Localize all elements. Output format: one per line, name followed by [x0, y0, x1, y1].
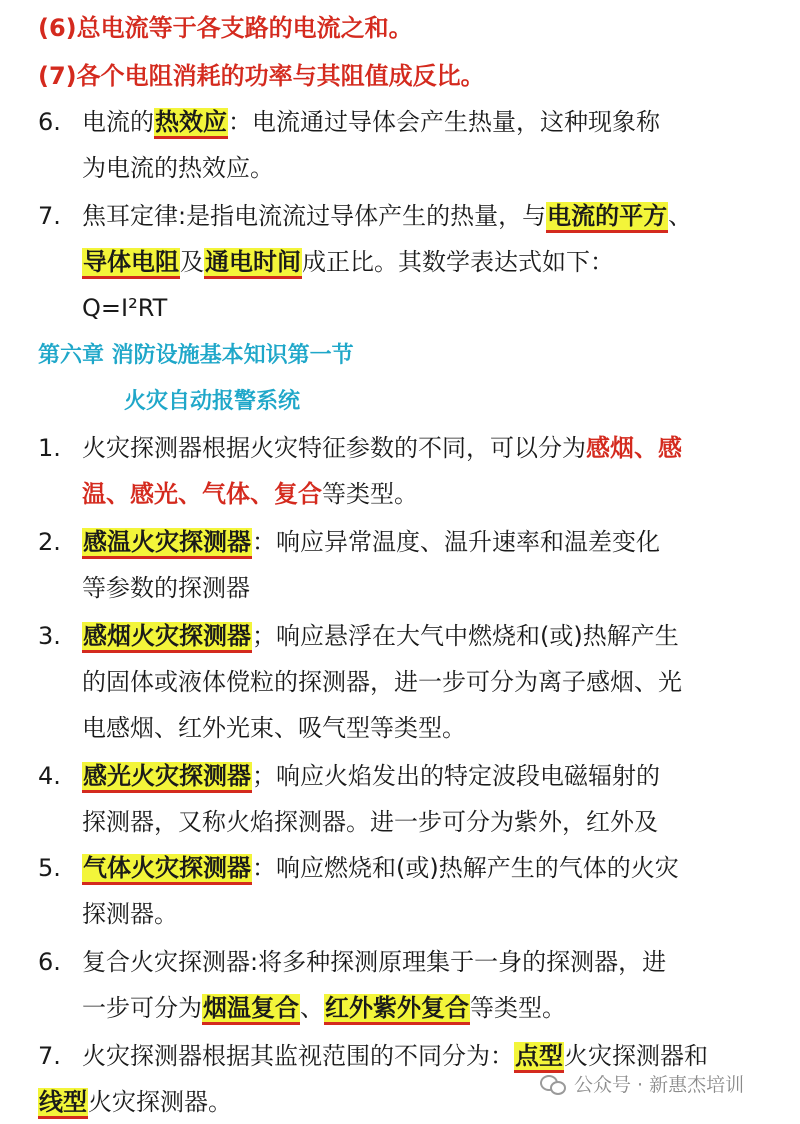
text: ：响应异常温度、温升速率和温差变化: [252, 528, 660, 556]
item-number: 6.: [38, 948, 61, 976]
item-text: [82, 990, 566, 1026]
red-text: 温、感光、气体、复合: [82, 480, 322, 508]
item-text: 探测器。: [82, 900, 178, 928]
text: ：电流通过导体会产生热量，这种现象称: [228, 108, 660, 136]
item-text: [82, 618, 679, 654]
text: 火灾探测器根据火灾特征参数的不同，可以分为: [82, 434, 586, 462]
text: 焦耳定律:是指电流流过导体产生的热量，与: [82, 202, 547, 230]
text: 成正比。其数学表达式如下：: [302, 248, 614, 276]
item-number: 2.: [38, 528, 61, 556]
highlight: 感温火灾探测器: [82, 528, 252, 559]
item-number: 4.: [38, 762, 61, 790]
item-text: 电感烟、红外光束、吸气型等类型。: [82, 714, 466, 742]
watermark-text: 公众号 · 新惠杰培训: [574, 1074, 745, 1096]
text: 、: [668, 202, 693, 230]
chapter-title: 第六章 消防设施基本知识第一节: [38, 343, 354, 368]
highlight: 烟温复合: [202, 994, 300, 1025]
text: ：响应燃烧和(或)热解产生的气体的火灾: [252, 854, 679, 882]
highlight: 电流的平方: [546, 202, 668, 233]
watermark: [540, 1070, 744, 1097]
chapter-subtitle: 火灾自动报警系统: [124, 389, 301, 414]
highlight: 线型: [38, 1088, 88, 1119]
highlight: 气体火灾探测器: [82, 854, 252, 885]
rule-7: (7)各个电阻消耗的功率与其阻值成反比。: [38, 62, 485, 90]
item-text: 的固体或液体傥粒的探测器，进一步可分为离子感烟、光: [82, 668, 682, 696]
item-number: 7.: [38, 202, 61, 230]
item-text: [38, 1084, 232, 1120]
text: 一步可分为: [82, 994, 202, 1022]
item-text: [82, 758, 660, 794]
text: 等类型。: [322, 480, 418, 508]
red-text: 感烟、感: [586, 434, 682, 462]
highlight: 通电时间: [204, 248, 302, 279]
item-number: 1.: [38, 434, 61, 462]
text: 、: [300, 994, 324, 1022]
item-text: [82, 430, 682, 466]
item-text: [82, 524, 660, 560]
item-text: [82, 198, 692, 234]
text: 火灾探测器根据其监视范围的不同分为：: [82, 1042, 514, 1070]
item-text: 等参数的探测器: [82, 574, 250, 602]
text: ；响应悬浮在大气中燃烧和(或)热解产生: [252, 622, 679, 650]
formula: Q=I²RT: [82, 294, 168, 322]
item-number: 3.: [38, 622, 61, 650]
highlight: 感烟火灾探测器: [82, 622, 252, 653]
text: 电流的: [82, 108, 154, 136]
item-text: [82, 244, 614, 280]
highlight: 感光火灾探测器: [82, 762, 252, 793]
text: 火灾探测器和: [564, 1042, 708, 1070]
wechat-icon: [540, 1074, 566, 1094]
item-number: 5.: [38, 854, 61, 882]
highlight: 热效应: [154, 108, 228, 139]
text: 火灾探测器。: [88, 1088, 232, 1116]
text: ；响应火焰发出的特定波段电磁辐射的: [252, 762, 660, 790]
item-text: 复合火灾探测器:将多种探测原理集于一身的探测器，进: [82, 948, 667, 976]
highlight: 导体电阻: [82, 248, 180, 279]
item-text: [82, 1038, 708, 1074]
text: 等类型。: [470, 994, 566, 1022]
item-text: [82, 104, 660, 140]
item-number: 7.: [38, 1042, 61, 1070]
rule-6: (6)总电流等于各支路的电流之和。: [38, 14, 413, 42]
highlight: 红外紫外复合: [324, 994, 470, 1025]
item-text: 为电流的热效应。: [82, 154, 274, 182]
item-text: [82, 476, 418, 512]
item-text: [82, 850, 679, 886]
item-text: 探测器，又称火焰探测器。进一步可分为紫外，红外及: [82, 808, 658, 836]
text: 及: [180, 248, 204, 276]
highlight: 点型: [514, 1042, 564, 1073]
item-number: 6.: [38, 108, 61, 136]
